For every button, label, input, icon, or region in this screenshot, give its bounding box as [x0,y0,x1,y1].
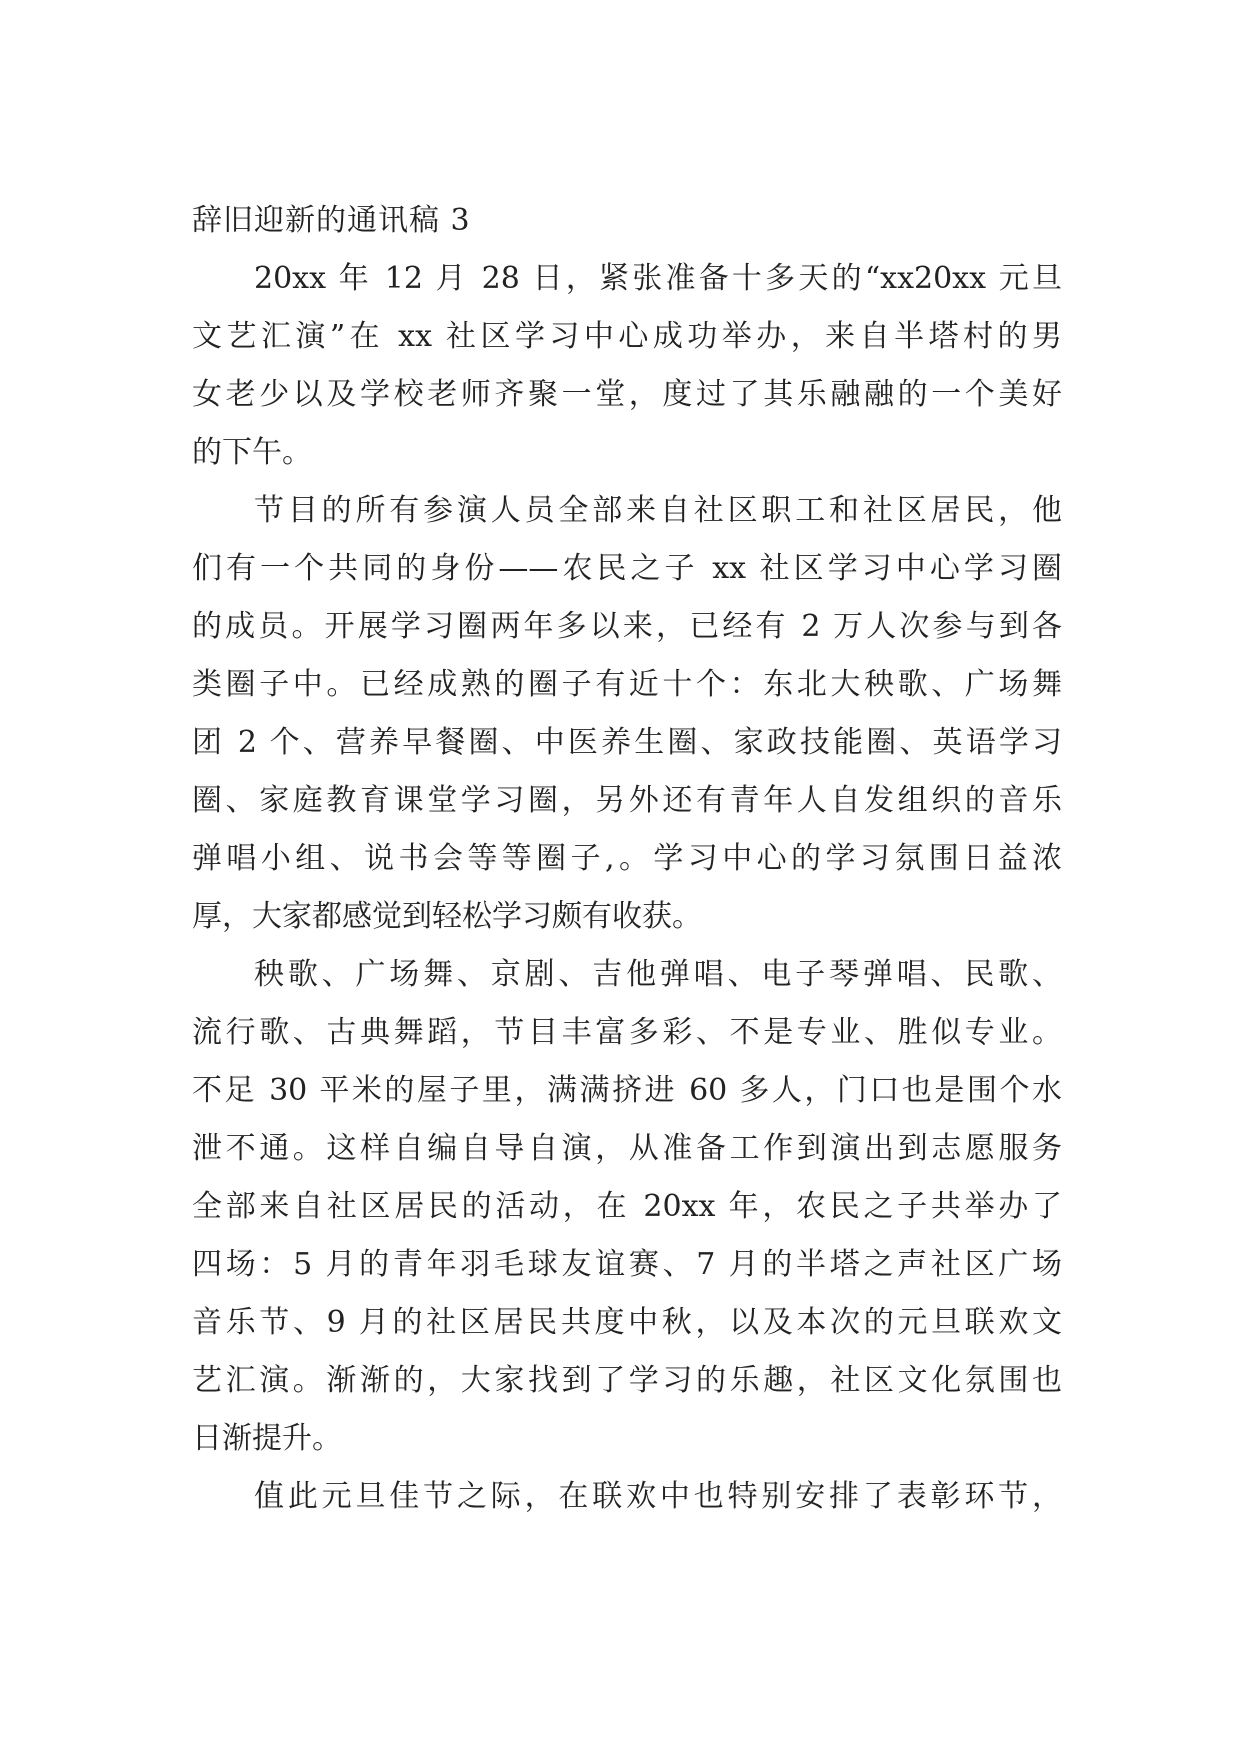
text-line: 秧歌、广场舞、京剧、吉他弹唱、电子琴弹唱、民歌、 [254,957,1062,992]
text-line: 艺汇演。渐渐的，大家找到了学习的乐趣，社区文化氛围也 [192,1363,1062,1398]
document-body [192,192,1062,1526]
text-line: 们有一个共同的身份——农民之子 xx 社区学习中心学习圈 [192,551,1062,586]
text-line: 20xx 年 12 月 28 日，紧张准备十多天的“xx20xx 元旦 [254,261,1062,296]
text-line: 日渐提升。 [192,1421,342,1456]
text-line: 全部来自社区居民的活动，在 20xx 年，农民之子共举办了 [192,1189,1062,1224]
text-line: 的下午。 [192,435,312,470]
text-line: 女老少以及学校老师齐聚一堂，度过了其乐融融的一个美好 [192,377,1062,412]
text-line: 不足 30 平米的屋子里，满满挤进 60 多人，门口也是围个水 [192,1073,1062,1108]
text-line: 音乐节、9 月的社区居民共度中秋，以及本次的元旦联欢文 [192,1305,1062,1340]
text-line: 节目的所有参演人员全部来自社区职工和社区居民，他 [254,493,1062,528]
paragraph-2 [192,482,1062,946]
text-line: 类圈子中。已经成熟的圈子有近十个：东北大秧歌、广场舞 [192,667,1062,702]
text-line: 圈、家庭教育课堂学习圈，另外还有青年人自发组织的音乐 [192,783,1062,818]
text-line: 的成员。开展学习圈两年多以来，已经有 2 万人次参与到各 [192,609,1062,644]
text-line: 流行歌、古典舞蹈，节目丰富多彩、不是专业、胜似专业。 [192,1015,1062,1050]
text-line: 团 2 个、营养早餐圈、中医养生圈、家政技能圈、英语学习 [192,725,1062,760]
text-line: 值此元旦佳节之际，在联欢中也特别安排了表彰环节， [254,1479,1062,1514]
paragraph-4 [192,1468,1062,1526]
text-line: 泄不通。这样自编自导自演，从准备工作到演出到志愿服务 [192,1131,1062,1166]
text-line: 四场：5 月的青年羽毛球友谊赛、7 月的半塔之声社区广场 [192,1247,1062,1282]
document-title: 辞旧迎新的通讯稿 3 [192,203,471,238]
text-line: 弹唱小组、说书会等等圈子,。学习中心的学习氛围日益浓 [192,841,1062,876]
text-line: 文艺汇演”在 xx 社区学习中心成功举办，来自半塔村的男 [192,319,1062,354]
text-line: 厚，大家都感觉到轻松学习颇有收获。 [192,899,702,934]
paragraph-3 [192,946,1062,1468]
paragraph-1 [192,250,1062,482]
